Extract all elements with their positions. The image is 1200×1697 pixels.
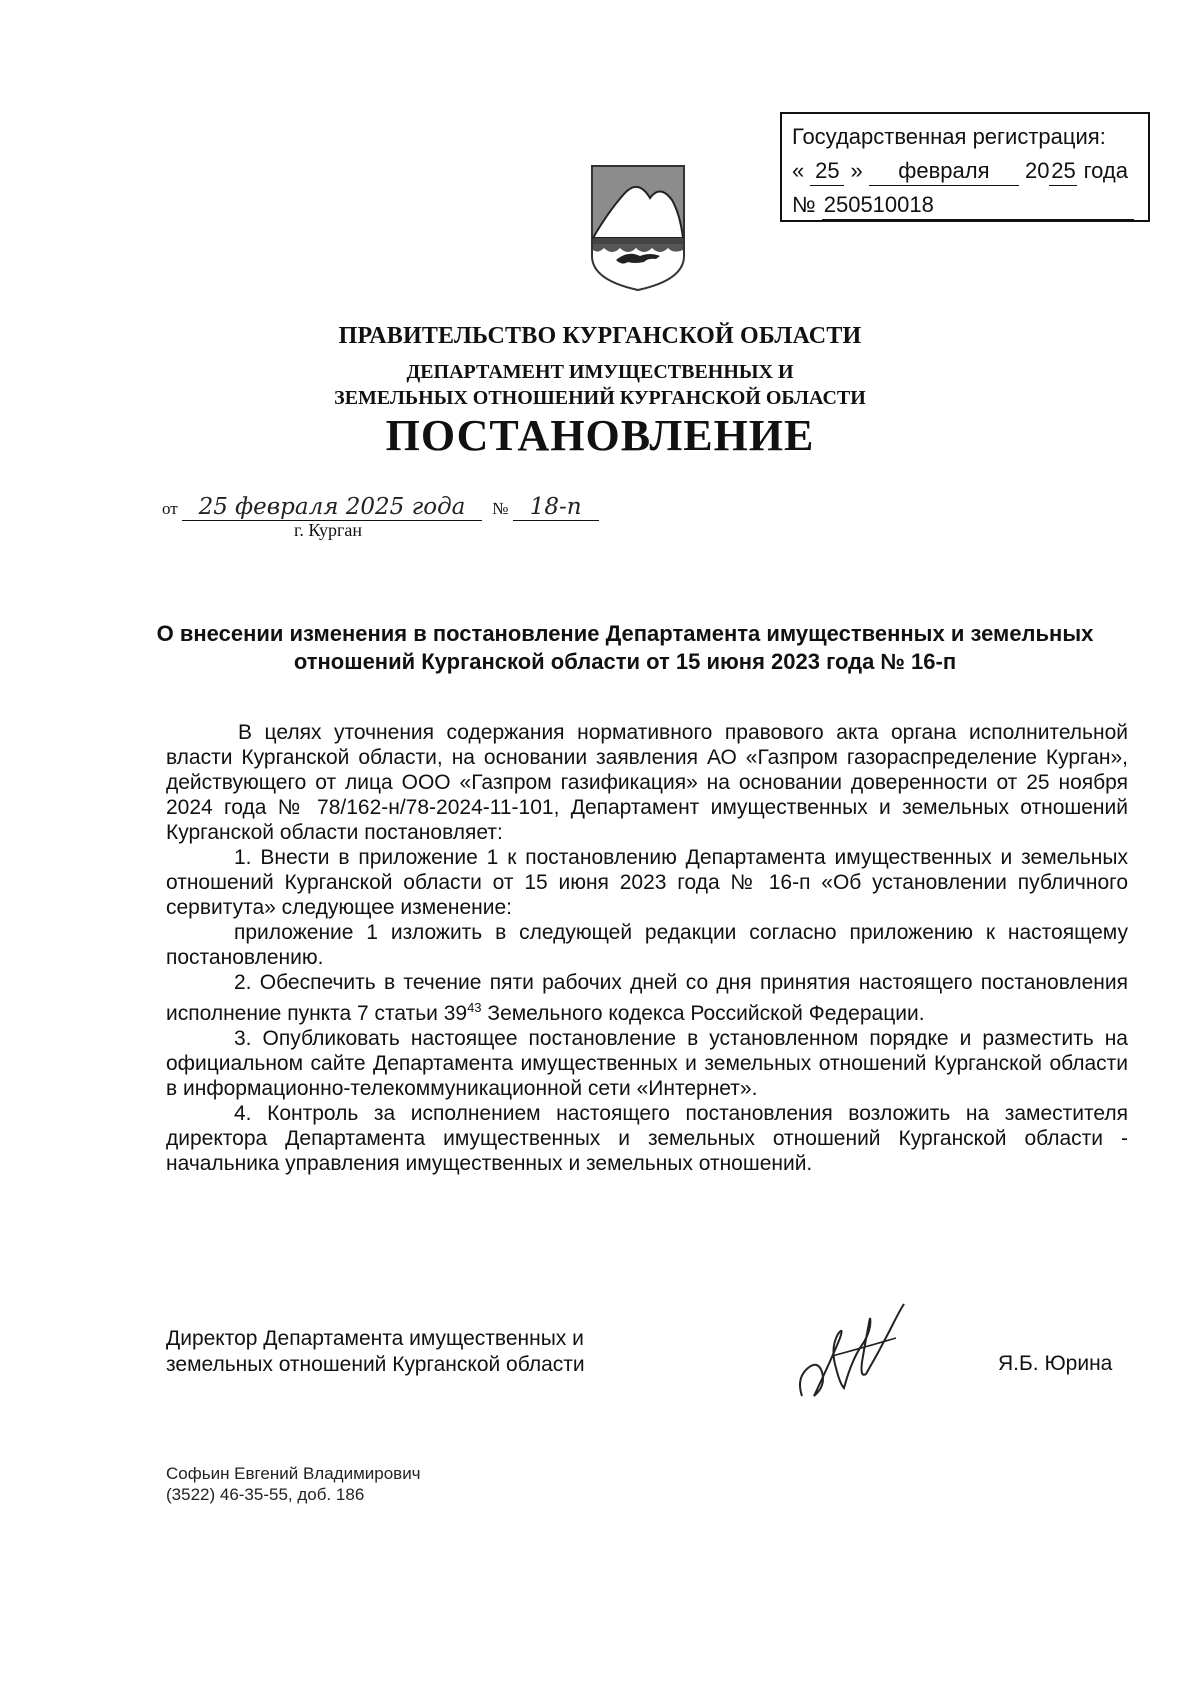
document-body <box>166 720 1128 1176</box>
decree-number-handwritten: 18-п <box>513 494 599 521</box>
registration-number: 250510018 <box>822 191 1134 220</box>
body-item-1-text: приложение 1 изложить в следующей редакции согласно приложению к настоящему постановлению. <box>166 921 1128 969</box>
signatory-name: Я.Б. Юрина <box>998 1352 1113 1375</box>
city-name: г. Курган <box>294 520 363 540</box>
document-type-title: ПОСТАНОВЛЕНИЕ <box>385 411 815 460</box>
body-item-3: 3. Опубликовать настоящее постановление в установленном порядке и разместить на официальном сайте Департамента имущественных и земельных отношений Курганской области в информационно-телекоммуникационной сети «Интернет». <box>166 1027 1128 1100</box>
signatory-position: Директор Департамента имущественных и земельных отношений Курганской области <box>166 1327 585 1376</box>
coat-of-arms-emblem <box>588 164 688 292</box>
handwritten-signature <box>792 1298 922 1408</box>
executor-info <box>166 1463 421 1505</box>
registration-year-prefix: 20 <box>1025 158 1050 183</box>
registration-number-line: № 250510018 <box>792 188 1138 222</box>
body-intro-paragraph: В целях уточнения содержания нормативного правового акта органа исполнительной власти Курганской области, на основании заявления АО «Газпром газораспределение Курган», действующего от лица ООО «Газпром газификация» на основании доверенности от 25 ноября 2024 года № 78/162-н/78-2024-11-101, Департамент имущественных и земельных отношений Курганской области постановляет: <box>166 721 1128 844</box>
department-name-line2: ЗЕМЕЛЬНЫХ ОТНОШЕНИЙ КУРГАНСКОЙ ОБЛАСТИ <box>334 387 866 409</box>
body-item-1: 1. Внести в приложение 1 к постановлению Департамента имущественных и земельных отношений Курганской области от 15 июня 2023 года № 16-п «Об установлении публичного сервитута» следующее изменение: <box>166 846 1128 919</box>
registration-title: Государственная регистрация: <box>792 124 1106 149</box>
body-item-2: 2. Обеспечить в течение пяти рабочих дней со дня принятия настоящего постановления исполнение пункта 7 статьи $39^{43}$ Земельного кодекса Российской Федерации. <box>166 971 1128 1025</box>
department-name <box>0 359 1200 411</box>
department-name-line1: ДЕПАРТАМЕНТ ИМУЩЕСТВЕННЫХ И <box>406 361 794 383</box>
government-name: ПРАВИТЕЛЬСТВО КУРГАНСКОЙ ОБЛАСТИ <box>338 323 862 349</box>
registration-day: 25 <box>810 157 844 186</box>
decree-date-handwritten: 25 февраля 2025 года <box>182 494 482 521</box>
registration-stamp <box>780 112 1150 222</box>
executor-name: Софьин Евгений Владимирович <box>166 1464 421 1483</box>
body-item-4: 4. Контроль за исполнением настоящего постановления возложить на заместителя директора Департамента имущественных и земельных отношений Курганской области - начальника управления имущественных и земельных отношений. <box>166 1102 1128 1175</box>
date-number-line <box>162 494 599 521</box>
decree-number-label: № <box>492 499 509 518</box>
registration-year-suffix: 25 <box>1049 157 1077 186</box>
registration-month: февраля <box>869 157 1019 186</box>
executor-phone: (3522) 46-35-55, доб. 186 <box>166 1485 365 1504</box>
document-subject: О внесении изменения в постановление Департамента имущественных и земельных отношений Курганской области от 15 июня 2023 года № 16-п <box>156 621 1094 674</box>
registration-date: « 25 » февраля 2025 года <box>792 154 1138 188</box>
date-from-label: от <box>162 499 178 518</box>
